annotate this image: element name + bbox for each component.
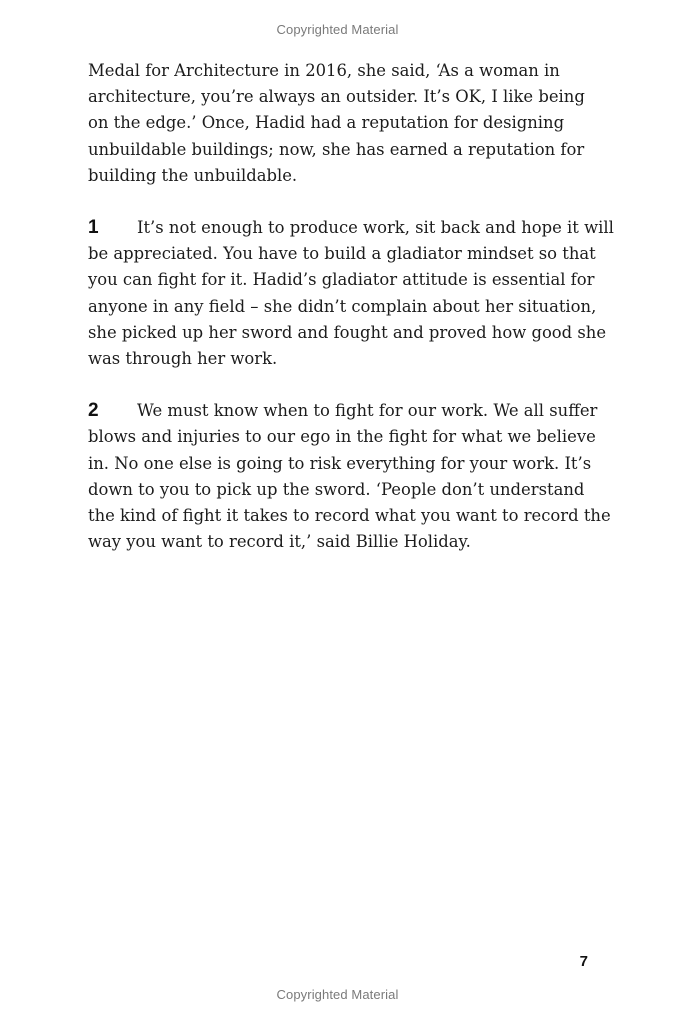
page-number: 7: [579, 953, 588, 970]
text-line: in. No one else is going to risk everything for your work. It’s: [88, 453, 592, 473]
text-line: she picked up her sword and fought and proved how good she: [88, 322, 607, 342]
numbered-point-2: [88, 398, 611, 555]
copyright-watermark-top: Copyrighted Material: [276, 22, 399, 37]
point-text: It’s not enough to produce work, sit back and hope it will: [137, 218, 614, 238]
text-line: [88, 215, 614, 241]
text-line: you can fight for it. Hadid’s gladiator attitude is essential for: [88, 270, 595, 290]
text-line: anyone in any field – she didn’t complain about her situation,: [88, 296, 597, 316]
copyright-watermark-bottom: Copyrighted Material: [276, 987, 399, 1002]
page-body: [88, 58, 614, 555]
paragraph-spacer: [88, 189, 598, 215]
paragraph-spacer: [88, 372, 598, 398]
text-line: way you want to record it,’ said Billie Holiday.: [88, 532, 471, 552]
point-text: We must know when to fight for our work. We all suffer: [137, 401, 598, 421]
text-line: was through her work.: [88, 349, 278, 369]
point-number: 1: [88, 217, 99, 239]
text-line: the kind of fight it takes to record what you want to record the: [88, 506, 611, 526]
point-number: 2: [88, 400, 99, 422]
text-line: down to you to pick up the sword. ‘People don’t understand: [88, 479, 585, 499]
text-line: architecture, you’re always an outsider. It’s OK, I like being: [88, 87, 585, 107]
intro-paragraph: [88, 58, 598, 189]
text-line: unbuildable buildings; now, she has earned a reputation for: [88, 139, 585, 159]
text-line: [88, 398, 598, 424]
text-line: on the edge.’ Once, Hadid had a reputation for designing: [88, 113, 565, 133]
text-line: blows and injuries to our ego in the fight for what we believe: [88, 427, 596, 447]
text-line: be appreciated. You have to build a gladiator mindset so that: [88, 244, 596, 264]
text-line: building the unbuildable.: [88, 165, 298, 185]
numbered-point-1: [88, 215, 614, 372]
text-line: Medal for Architecture in 2016, she said, ‘As a woman in: [88, 61, 560, 80]
